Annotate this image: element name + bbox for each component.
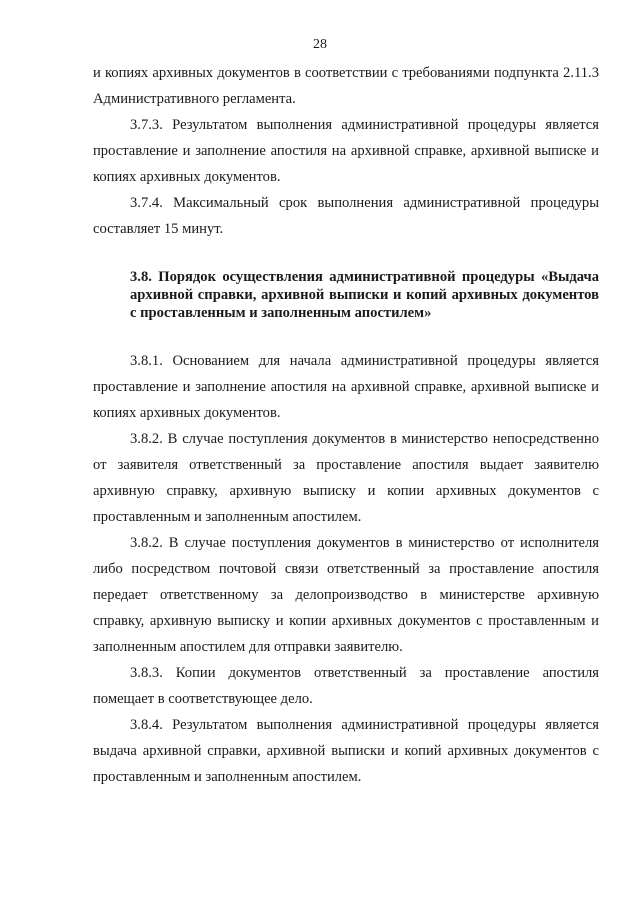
section-title: Порядок осуществления административной процедуры «Выдача архивной справки, архивной выписки и копий архивных документов с проставленным и заполненным апостилем»: [130, 269, 599, 321]
section-heading: [130, 268, 599, 322]
paragraph-3-7-4: 3.7.4. Максимальный срок выполнения административной процедуры составляет 15 минут.: [93, 195, 599, 237]
paragraph-3-8-3: 3.8.3. Копии документов ответственный за проставление апостиля помещает в соответствующее дело.: [93, 665, 599, 707]
paragraph-3-7-3: 3.7.3. Результатом выполнения административной процедуры является проставление и заполнение апостиля на архивной справке, архивной выписке и копиях архивных документов.: [93, 117, 599, 185]
section-number: 3.8.: [130, 269, 152, 285]
paragraph-3-8-1: 3.8.1. Основанием для начала административной процедуры является проставление и заполнение апостиля на архивной справке, архивной выписке и копиях архивных документов.: [93, 353, 599, 421]
page-number: 28: [313, 37, 327, 52]
paragraph-continuation: и копиях архивных документов в соответствии с требованиями подпункта 2.11.3 Административного регламента.: [93, 65, 599, 107]
paragraph-3-8-2-a: 3.8.2. В случае поступления документов в министерство непосредственно от заявителя ответственный за проставление апостиля выдает заявителю архивную справку, архивную выписку и копии архивных документов с проставленным и заполненным апостилем.: [93, 431, 599, 525]
paragraph-3-8-2-b: 3.8.2. В случае поступления документов в министерство от исполнителя либо посредством почтовой связи ответственный за проставление апостиля передает ответственному за делопроизводство в министерстве архивную справку, архивную выписку и копии архивных документов с проставленным и заполненным апостилем для отправки заявителю.: [93, 535, 599, 655]
paragraph-3-8-4: 3.8.4. Результатом выполнения административной процедуры является выдача архивной справки, архивной выписки и копий архивных документов с проставленным и заполненным апостилем.: [93, 717, 599, 785]
document-body: [93, 60, 599, 790]
